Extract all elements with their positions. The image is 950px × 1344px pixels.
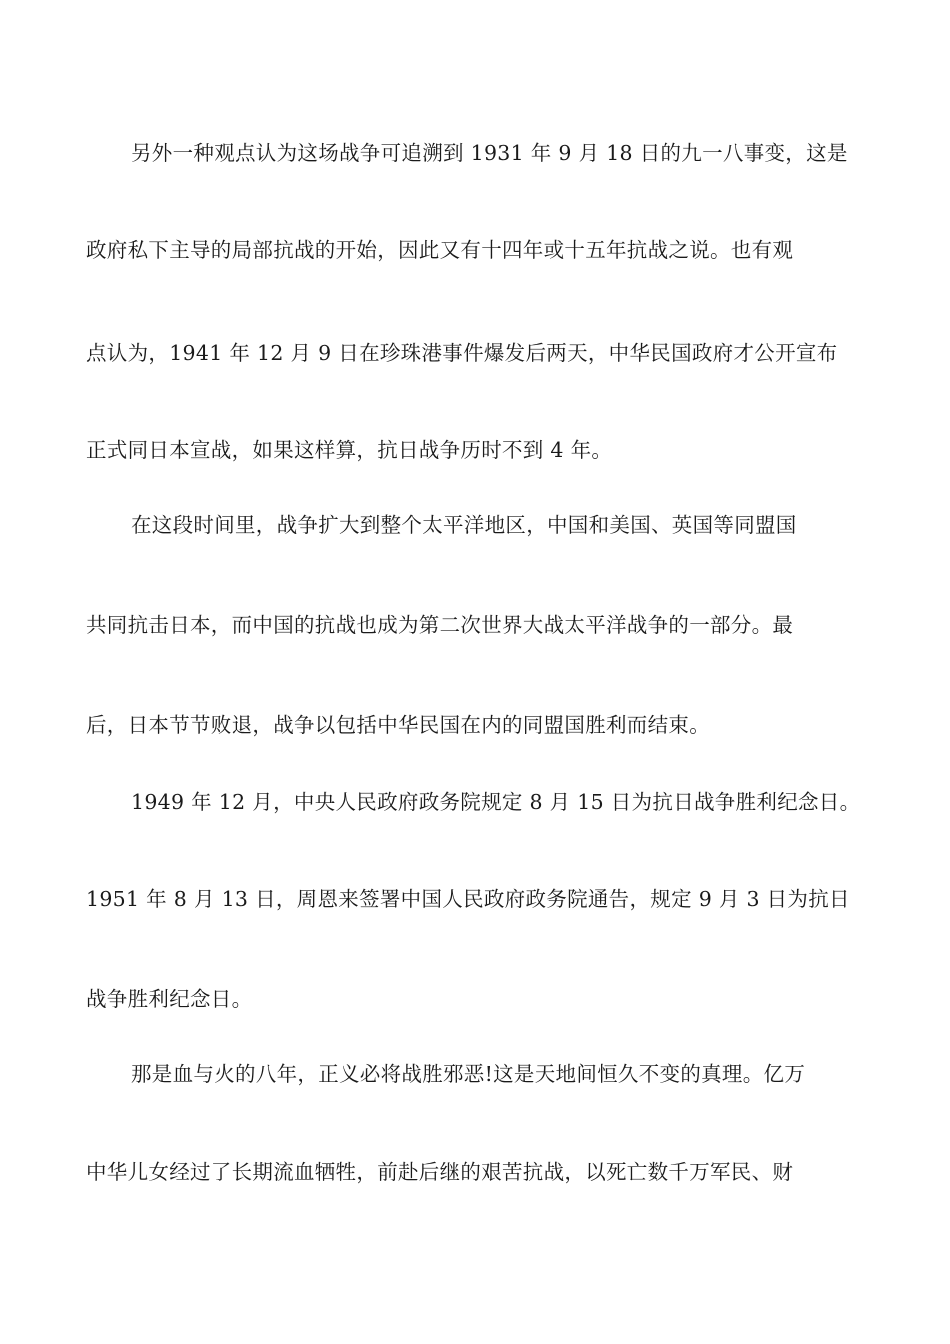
paragraph-1-line-2: 政府私下主导的局部抗战的开始，因此又有十四年或十五年抗战之说。也有观	[86, 238, 794, 262]
paragraph-3-line-3: 战争胜利纪念日。	[86, 987, 253, 1011]
paragraph-2-line-2: 共同抗击日本，而中国的抗战也成为第二次世界大战太平洋战争的一部分。最	[86, 613, 794, 637]
paragraph-1-line-4: 正式同日本宣战，如果这样算，抗日战争历时不到 4 年。	[86, 438, 613, 462]
paragraph-4-line-1: 那是血与火的八年，正义必将战胜邪恶!这是天地间恒久不变的真理。亿万	[131, 1062, 806, 1086]
paragraph-2-line-1: 在这段时间里，战争扩大到整个太平洋地区，中国和美国、英国等同盟国	[131, 513, 797, 537]
paragraph-2-line-3: 后，日本节节败退，战争以包括中华民国在内的同盟国胜利而结束。	[86, 713, 710, 737]
paragraph-1-line-1: 另外一种观点认为这场战争可追溯到 1931 年 9 月 18 日的九一八事变，这是	[131, 141, 848, 165]
paragraph-3-line-2: 1951 年 8 月 13 日，周恩来签署中国人民政府政务院通告，规定 9 月 3 日为抗日	[86, 887, 850, 911]
paragraph-1-line-3: 点认为，1941 年 12 月 9 日在珍珠港事件爆发后两天，中华民国政府才公开宣布	[86, 341, 838, 365]
paragraph-3-line-1: 1949 年 12 月，中央人民政府政务院规定 8 月 15 日为抗日战争胜利纪念日。	[131, 790, 861, 814]
paragraph-4-line-2: 中华儿女经过了长期流血牺牲，前赴后继的艰苦抗战，以死亡数千万军民、财	[86, 1160, 794, 1184]
